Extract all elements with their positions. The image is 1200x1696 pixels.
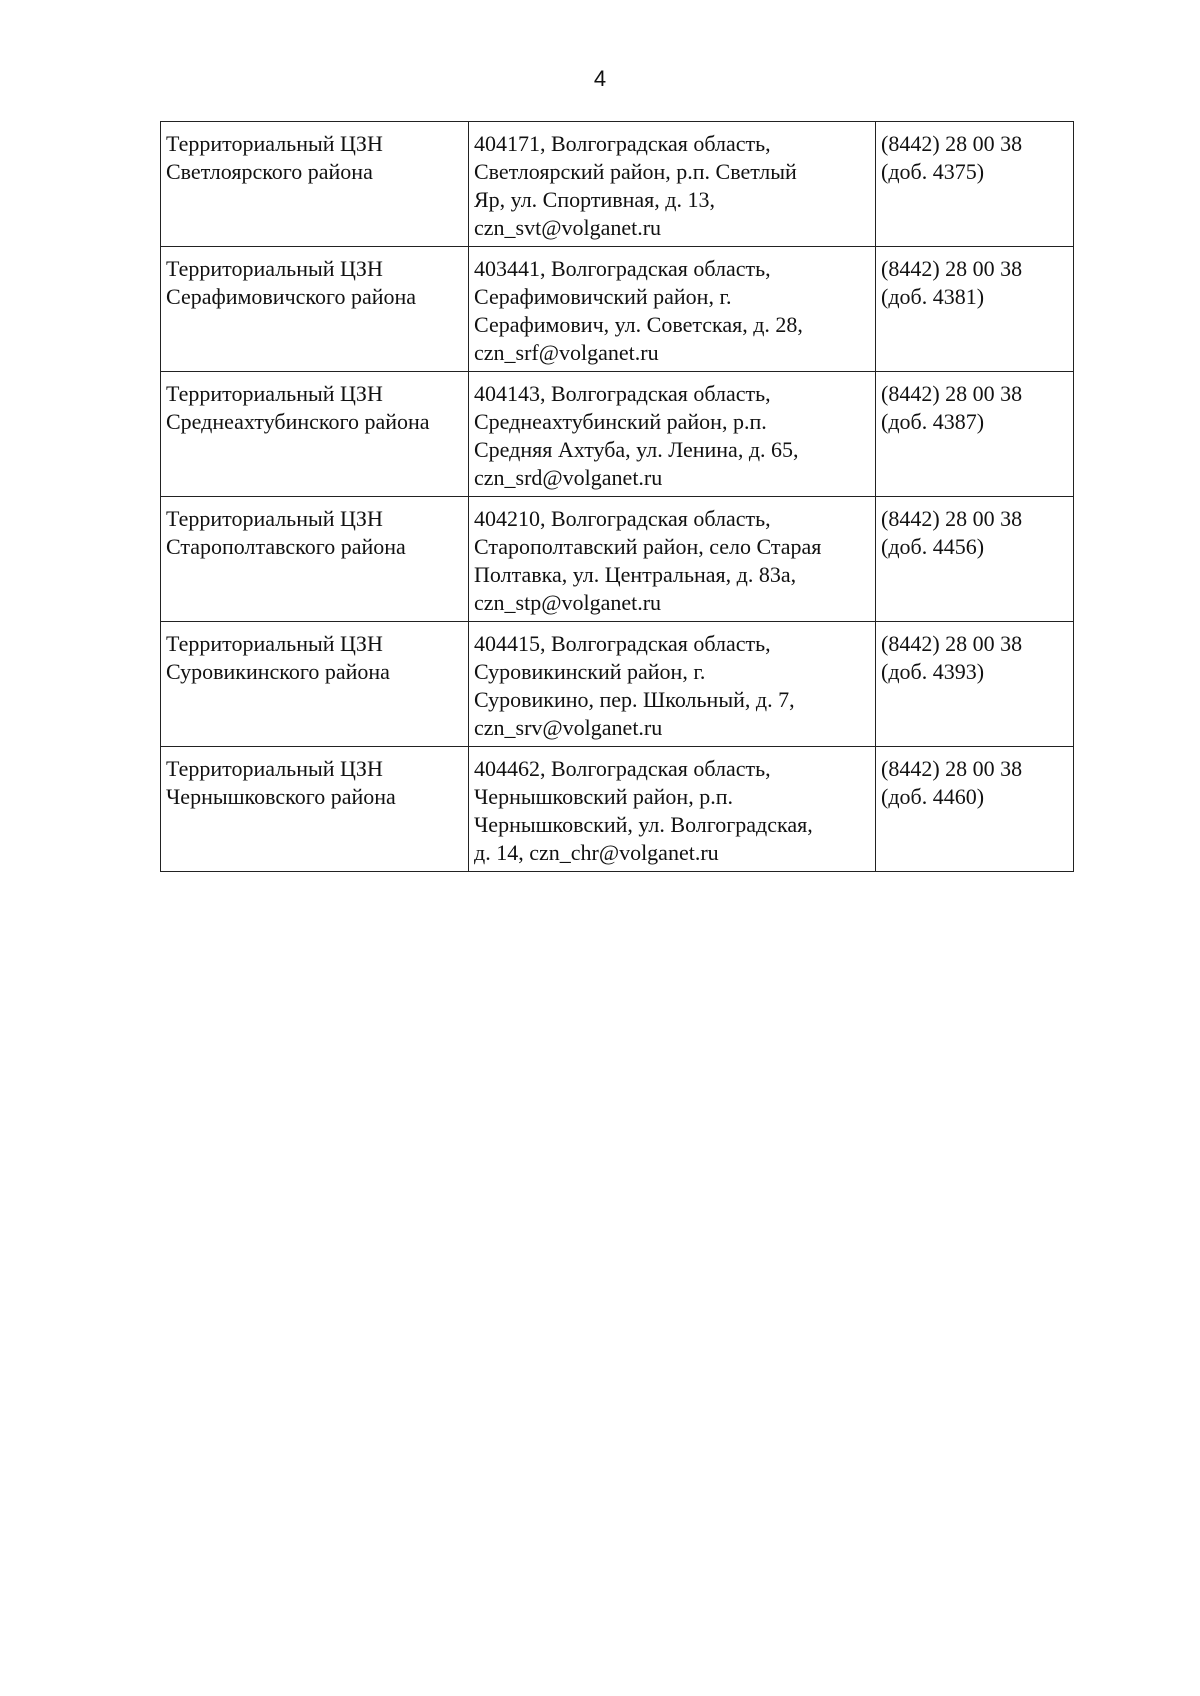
office-name-line: Территориальный ЦЗН (166, 256, 383, 281)
office-name-line: Светлоярского района (166, 159, 373, 184)
address-line: Серафимович, ул. Советская, д. 28, (474, 312, 803, 337)
phone-number: (8442) 28 00 38 (881, 381, 1023, 406)
phone-cell (876, 747, 1074, 872)
address-line: 404415, Волгоградская область, (474, 631, 771, 656)
phone-cell (876, 247, 1074, 372)
office-name-cell (161, 372, 469, 497)
address-line: Средняя Ахтуба, ул. Ленина, д. 65, (474, 437, 799, 462)
phone-extension: (доб. 4375) (881, 159, 985, 184)
office-name-cell (161, 622, 469, 747)
email-line: czn_srv@volganet.ru (474, 715, 663, 740)
email-line: czn_svt@volganet.ru (474, 215, 662, 240)
email-line: czn_srf@volganet.ru (474, 340, 659, 365)
email-line: czn_srd@volganet.ru (474, 465, 663, 490)
address-line: Старополтавский район, село Старая (474, 534, 822, 559)
address-cell (469, 247, 876, 372)
office-name-line: Территориальный ЦЗН (166, 506, 383, 531)
phone-cell (876, 497, 1074, 622)
office-name-line: Старополтавского района (166, 534, 406, 559)
phone-cell (876, 372, 1074, 497)
office-name-line: Территориальный ЦЗН (166, 131, 383, 156)
office-name-line: Территориальный ЦЗН (166, 631, 383, 656)
address-line: Чернышковский район, р.п. (474, 784, 733, 809)
phone-number: (8442) 28 00 38 (881, 631, 1023, 656)
email-line: д. 14, czn_chr@volganet.ru (474, 840, 719, 865)
address-line: Полтавка, ул. Центральная, д. 83а, (474, 562, 797, 587)
page-number: 4 (593, 66, 607, 91)
phone-extension: (доб. 4460) (881, 784, 985, 809)
office-name-line: Чернышковского района (166, 784, 396, 809)
address-line: 404143, Волгоградская область, (474, 381, 771, 406)
phone-cell (876, 122, 1074, 247)
contacts-table (160, 121, 1074, 872)
email-line: czn_stp@volganet.ru (474, 590, 662, 615)
phone-extension: (доб. 4387) (881, 409, 985, 434)
table-row (161, 372, 1074, 497)
address-line: Яр, ул. Спортивная, д. 13, (474, 187, 715, 212)
office-name-cell (161, 747, 469, 872)
address-cell (469, 122, 876, 247)
address-cell (469, 622, 876, 747)
address-line: Суровикинский район, г. (474, 659, 706, 684)
address-line: Светлоярский район, р.п. Светлый (474, 159, 797, 184)
address-line: 404462, Волгоградская область, (474, 756, 771, 781)
phone-number: (8442) 28 00 38 (881, 256, 1023, 281)
table-row (161, 622, 1074, 747)
phone-cell (876, 622, 1074, 747)
address-line: 403441, Волгоградская область, (474, 256, 771, 281)
phone-number: (8442) 28 00 38 (881, 506, 1023, 531)
address-cell (469, 747, 876, 872)
address-line: 404171, Волгоградская область, (474, 131, 771, 156)
office-name-line: Серафимовичского района (166, 284, 417, 309)
phone-extension: (доб. 4381) (881, 284, 985, 309)
office-name-line: Территориальный ЦЗН (166, 381, 383, 406)
phone-number: (8442) 28 00 38 (881, 756, 1023, 781)
office-name-cell (161, 497, 469, 622)
address-cell (469, 497, 876, 622)
table-row (161, 497, 1074, 622)
phone-extension: (доб. 4456) (881, 534, 985, 559)
table-row (161, 247, 1074, 372)
office-name-line: Среднеахтубинского района (166, 409, 430, 434)
address-line: 404210, Волгоградская область, (474, 506, 771, 531)
office-name-line: Территориальный ЦЗН (166, 756, 383, 781)
office-name-cell (161, 122, 469, 247)
address-line: Суровикино, пер. Школьный, д. 7, (474, 687, 795, 712)
office-name-cell (161, 247, 469, 372)
office-name-line: Суровикинского района (166, 659, 390, 684)
phone-number: (8442) 28 00 38 (881, 131, 1023, 156)
address-line: Серафимовичский район, г. (474, 284, 732, 309)
table-row (161, 122, 1074, 247)
address-line: Среднеахтубинский район, р.п. (474, 409, 767, 434)
table-row (161, 747, 1074, 872)
phone-extension: (доб. 4393) (881, 659, 985, 684)
address-line: Чернышковский, ул. Волгоградская, (474, 812, 813, 837)
address-cell (469, 372, 876, 497)
